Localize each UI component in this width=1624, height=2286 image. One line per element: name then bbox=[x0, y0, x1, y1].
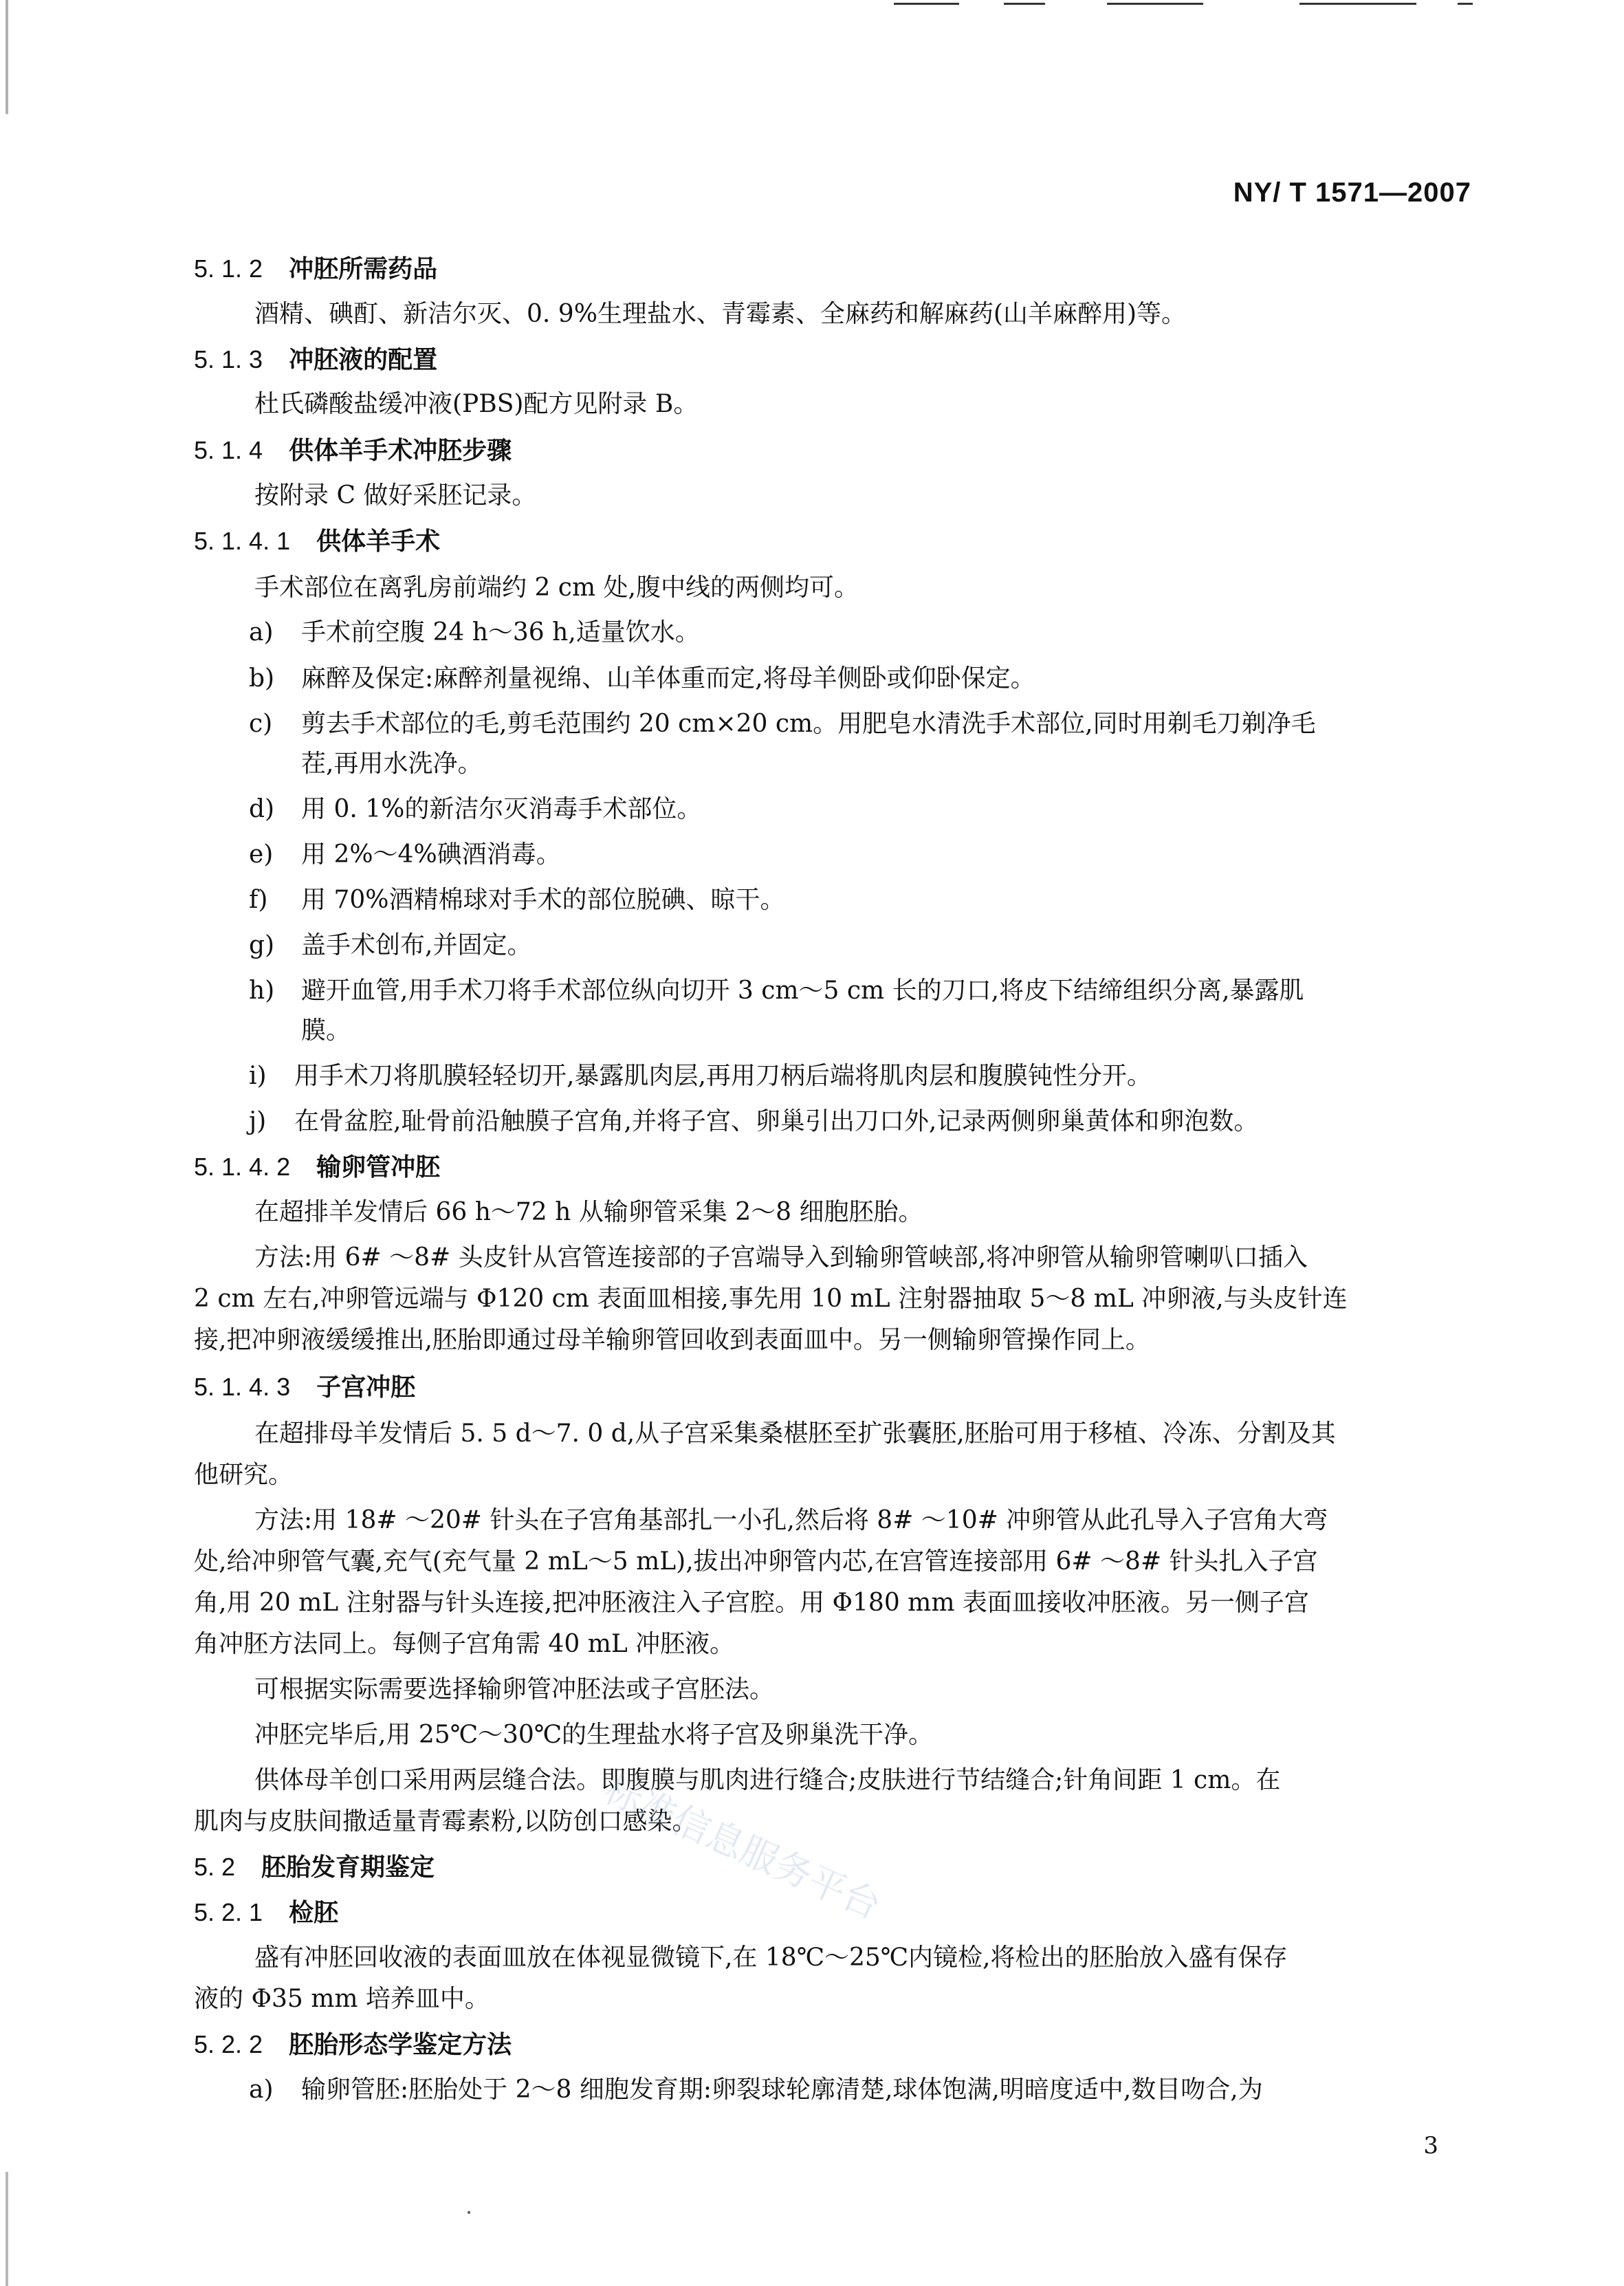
paragraph: 按附录 C 做好采胚记录。 bbox=[254, 481, 537, 510]
paragraph-continued: 接,把冲卵液缓缓推出,胚胎即通过母羊输卵管回收到表面皿中。另一侧输卵管操作同上。 bbox=[194, 1326, 1150, 1354]
section-number: 5. 1. 4. 1 bbox=[194, 527, 291, 555]
section-number: 5. 2 bbox=[194, 1853, 236, 1881]
section-number: 5. 2. 1 bbox=[194, 1898, 263, 1926]
list-label: i) bbox=[249, 1062, 267, 1090]
paragraph-continued: 角,用 20 mL 注射器与针头连接,把冲胚液注入子宫腔。用 Φ180 mm 表面皿接收冲胚液。另一侧子宫 bbox=[194, 1589, 1309, 1617]
scan-edge bbox=[6, 0, 8, 2286]
list-item bbox=[249, 928, 531, 963]
paragraph-continued: 处,给冲卵管气囊,充气(充气量 2 mL～5 mL),拔出冲卵管内芯,在宫管连接部用 6# ～8# 针头扎入子宫 bbox=[194, 1547, 1318, 1576]
paragraph-continued: 2 cm 左右,冲卵管远端与 Φ120 cm 表面皿相接,事先用 10 mL 注射器抽取 5～8 mL 冲卵液,与头皮针连 bbox=[194, 1285, 1348, 1313]
list-label: c) bbox=[249, 710, 273, 738]
list-text: 盖手术创布,并固定。 bbox=[301, 931, 532, 959]
section-title: 冲胚液的配置 bbox=[289, 346, 438, 374]
list-item bbox=[249, 707, 1316, 741]
list-label: e) bbox=[249, 840, 274, 869]
list-item bbox=[249, 792, 701, 827]
list-item bbox=[249, 2073, 1263, 2107]
list-text: 输卵管胚:胚胎处于 2～8 细胞发育期:卵裂球轮廓清楚,球体饱满,明暗度适中,数目吻合,为 bbox=[301, 2076, 1263, 2104]
paragraph: 酒精、碘酊、新洁尔灭、0. 9%生理盐水、青霉素、全麻药和解麻药(山羊麻醉用)等。 bbox=[254, 300, 1186, 328]
paragraph: 方法:用 6# ～8# 头皮针从宫管连接部的子宫端导入到输卵管峡部,将冲卵管从输卵管喇叭口插入 bbox=[254, 1243, 1308, 1272]
list-label: a) bbox=[249, 618, 274, 646]
paragraph: 供体母羊创口采用两层缝合法。即腹膜与肌肉进行缝合;皮肤进行节结缝合;针角间距 1 cm。在 bbox=[254, 1766, 1281, 1794]
standard-code: NY/ T 1571—2007 bbox=[1233, 177, 1471, 208]
section-number: 5. 1. 4 bbox=[194, 436, 263, 464]
section-heading bbox=[194, 252, 437, 287]
paragraph: 杜氏磷酸盐缓冲液(PBS)配方见附录 B。 bbox=[254, 390, 699, 418]
list-text: 避开血管,用手术刀将手术部位纵向切开 3 cm～5 cm 长的刀口,将皮下结缔组织分离,暴露肌 bbox=[301, 977, 1304, 1005]
list-text: 用 70%酒精棉球对手术的部位脱碘、晾干。 bbox=[301, 886, 785, 914]
section-title: 冲胚所需药品 bbox=[289, 255, 438, 283]
watermark: 标准信息服务平台 bbox=[597, 1767, 888, 1928]
list-text: 剪去手术部位的毛,剪毛范围约 20 cm×20 cm。用肥皂水清洗手术部位,同时用剃毛刀剃净毛 bbox=[301, 710, 1316, 738]
section-number: 5. 2. 2 bbox=[194, 2030, 263, 2058]
paragraph: 盛有冲胚回收液的表面皿放在体视显微镜下,在 18℃～25℃内镜检,将检出的胚胎放入盛有保存 bbox=[254, 1944, 1288, 1972]
section-heading bbox=[194, 1370, 415, 1405]
section-number: 5. 1. 3 bbox=[194, 345, 263, 373]
list-label: a) bbox=[249, 2076, 274, 2104]
list-item bbox=[249, 1059, 1152, 1093]
paragraph: 冲胚完毕后,用 25℃～30℃的生理盐水将子宫及卵巢洗干净。 bbox=[254, 1721, 934, 1749]
section-title: 供体羊手术冲胚步骤 bbox=[289, 437, 512, 465]
list-label: d) bbox=[249, 795, 275, 823]
paragraph: 可根据实际需要选择输卵管冲胚法或子宫胚法。 bbox=[254, 1675, 775, 1703]
section-heading bbox=[194, 342, 437, 378]
section-number: 5. 1. 2 bbox=[194, 254, 263, 283]
list-label: b) bbox=[249, 664, 275, 693]
list-text: 用 2%～4%碘酒消毒。 bbox=[301, 840, 561, 869]
list-item bbox=[249, 1104, 1258, 1139]
list-item bbox=[249, 662, 1035, 696]
paragraph-continued: 肌肉与皮肤间撒适量青霉素粉,以防创口感染。 bbox=[194, 1807, 697, 1836]
section-heading bbox=[194, 1850, 435, 1885]
list-text: 在骨盆腔,耻骨前沿触膜子宫角,并将子宫、卵巢引出刀口外,记录两侧卵巢黄体和卵泡数。 bbox=[294, 1107, 1259, 1135]
list-label: j) bbox=[249, 1107, 267, 1135]
paragraph: 方法:用 18# ～20# 针头在子宫角基部扎一小孔,然后将 8# ～10# 冲卵管从此孔导入子宫角大弯 bbox=[254, 1506, 1328, 1534]
list-item bbox=[249, 883, 784, 917]
list-text: 用手术刀将肌膜轻轻切开,暴露肌肉层,再用刀柄后端将肌肉层和腹膜钝性分开。 bbox=[294, 1062, 1152, 1090]
list-text: 用 0. 1%的新洁尔灭消毒手术部位。 bbox=[301, 795, 702, 823]
paragraph: 在超排羊发情后 66 h～72 h 从输卵管采集 2～8 细胞胚胎。 bbox=[254, 1198, 923, 1226]
list-text: 手术前空腹 24 h～36 h,适量饮水。 bbox=[301, 618, 700, 646]
list-label: f) bbox=[249, 886, 268, 914]
section-title: 检胚 bbox=[289, 1899, 339, 1927]
scan-top-marks bbox=[887, 0, 1506, 8]
list-item bbox=[249, 616, 700, 650]
section-heading bbox=[194, 1895, 338, 1930]
paragraph-continued: 角冲胚方法同上。每侧子宫角需 40 mL 冲胚液。 bbox=[194, 1630, 735, 1658]
section-heading bbox=[194, 433, 512, 468]
list-label: h) bbox=[249, 977, 275, 1005]
section-title: 胚胎发育期鉴定 bbox=[261, 1853, 435, 1882]
list-text-continued: 膜。 bbox=[301, 1016, 351, 1045]
list-item bbox=[249, 974, 1304, 1008]
paragraph: 手术部位在离乳房前端约 2 cm 处,腹中线的两侧均可。 bbox=[254, 574, 859, 602]
list-item bbox=[249, 838, 561, 872]
list-label: g) bbox=[249, 931, 275, 959]
section-title: 子宫冲胚 bbox=[316, 1373, 416, 1402]
section-heading bbox=[194, 1150, 440, 1185]
page-number: 3 bbox=[1423, 2132, 1438, 2159]
scan-speck bbox=[468, 2211, 470, 2214]
section-heading bbox=[194, 2027, 512, 2062]
section-heading bbox=[194, 524, 440, 559]
list-text-continued: 茬,再用水洗净。 bbox=[301, 750, 483, 778]
section-title: 供体羊手术 bbox=[316, 527, 441, 556]
paragraph-continued: 液的 Φ35 mm 培养皿中。 bbox=[194, 1985, 490, 2013]
paragraph: 在超排母羊发情后 5. 5 d～7. 0 d,从子宫采集桑椹胚至扩张囊胚,胚胎可用于移植、冷冻、分割及其 bbox=[254, 1419, 1336, 1448]
section-number: 5. 1. 4. 2 bbox=[194, 1153, 291, 1181]
paragraph-continued: 他研究。 bbox=[194, 1461, 294, 1489]
list-text: 麻醉及保定:麻醉剂量视绵、山羊体重而定,将母羊侧卧或仰卧保定。 bbox=[301, 664, 1035, 693]
section-number: 5. 1. 4. 3 bbox=[194, 1373, 291, 1401]
section-title: 胚胎形态学鉴定方法 bbox=[289, 2031, 512, 2059]
section-title: 输卵管冲胚 bbox=[316, 1153, 441, 1182]
